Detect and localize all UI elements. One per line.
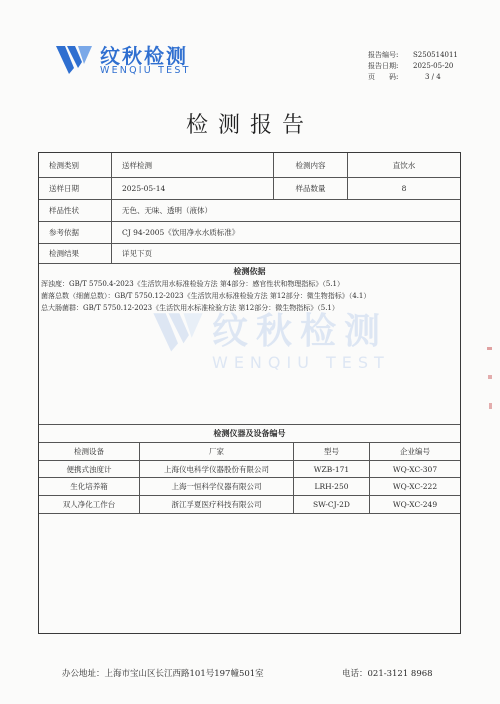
- info-row-reference: [39, 222, 460, 244]
- basis-line-coliform: 总大肠菌群：GB/T 5750.12-2023《生活饮用水标准检验方法 第12部分：微生物指标》（5.1）: [41, 304, 339, 312]
- cell-model: LRH-250: [293, 478, 369, 495]
- info-row-category: [39, 153, 460, 178]
- table-row: [39, 478, 460, 496]
- basis-line-turbidity: 浑浊度：GB/T 5750.4-2023《生活饮用水标准检验方法 第4部分：感官性状和物理指标》（5.1）: [41, 280, 344, 288]
- cell-manufacturer: 上海仪电科学仪器股份有限公司: [139, 461, 293, 477]
- brand-name-en: WENQIU TEST: [100, 65, 191, 76]
- basis-line-colony: 菌落总数（细菌总数）：GB/T 5750.12-2023《生活饮用水标准检验方法 第12部分：微生物指标》（4.1）: [41, 292, 371, 300]
- meta-report-date: [368, 61, 488, 72]
- meta-label: 报告编号:: [368, 51, 399, 59]
- meta-value: S250514011: [413, 51, 458, 59]
- cell-model: SW-CJ-2D: [293, 496, 369, 513]
- page-title: 检测报告: [185, 113, 314, 138]
- info-row-trait: [39, 200, 460, 222]
- cell-device: 便携式浊度计: [66, 464, 112, 474]
- label-trait: 样品性状: [49, 206, 79, 215]
- equipment-heading-row: [39, 425, 460, 443]
- label-reference: 参考依据: [49, 228, 79, 237]
- cell-asset-no: WQ-XC-222: [369, 478, 460, 495]
- cell-device: 双人净化工作台: [62, 500, 116, 509]
- label-content: 检测内容: [273, 153, 347, 177]
- footer-address: 办公地址：上海市宝山区长江西路101号197幢501室: [62, 669, 264, 679]
- cell-manufacturer: 上海一恒科学仪器有限公司: [139, 478, 293, 495]
- value-date: 2025-05-14: [111, 178, 273, 199]
- info-row-date: [39, 178, 460, 200]
- table-row: [39, 461, 460, 478]
- report-table: [38, 152, 461, 634]
- meta-label: 页 码:: [368, 73, 399, 81]
- col-header-model: 型号: [293, 443, 369, 460]
- seal-fragment-icon: [484, 345, 494, 415]
- watermark: [150, 303, 430, 383]
- label-result: 检测结果: [49, 249, 79, 258]
- brand-name-cn: 纹秋检测: [100, 44, 188, 68]
- basis-heading-row: [39, 264, 460, 278]
- value-category: 送样检测: [111, 153, 273, 177]
- watermark-cn: 纹秋检测: [212, 311, 389, 352]
- cell-asset-no: WQ-XC-249: [369, 496, 460, 513]
- wenqiu-logo-icon: [54, 40, 94, 78]
- equipment-header-row: [39, 443, 460, 461]
- label-date: 送样日期: [49, 184, 79, 193]
- value-reference: CJ 94-2005《饮用净水水质标准》: [111, 222, 460, 243]
- value-qty: 8: [347, 178, 460, 199]
- table-row: [39, 496, 460, 514]
- watermark-en: WENQIU TEST: [212, 353, 390, 372]
- meta-value: 3 / 4: [425, 73, 441, 81]
- info-row-result: [39, 244, 460, 264]
- cell-model: WZB-171: [293, 461, 369, 477]
- report-meta: [368, 50, 488, 83]
- cell-device: 生化培养箱: [70, 482, 108, 491]
- col-header-device: 检测设备: [74, 447, 104, 456]
- equipment-heading: 检测仪器及设备编号: [213, 429, 286, 438]
- value-trait: 无色、无味、透明（液体）: [111, 200, 460, 221]
- label-category: 检测类别: [49, 160, 79, 170]
- meta-value: 2025-05-20: [413, 62, 454, 70]
- label-qty: 样品数量: [273, 178, 347, 199]
- value-content: 直饮水: [347, 153, 460, 177]
- meta-page-no: [368, 72, 488, 83]
- watermark-logo-icon: [150, 305, 206, 357]
- meta-label: 报告日期:: [368, 62, 399, 70]
- basis-heading: 检测依据: [233, 266, 266, 276]
- col-header-asset-no: 企业编号: [369, 443, 460, 460]
- meta-report-no: [368, 50, 488, 61]
- col-header-manufacturer: 厂家: [139, 443, 293, 460]
- cell-manufacturer: 浙江孚夏医疗科技有限公司: [139, 496, 293, 513]
- cell-asset-no: WQ-XC-307: [369, 461, 460, 477]
- footer-phone: 电话：021-3121 8968: [342, 669, 433, 679]
- value-result: 详见下页: [111, 244, 460, 263]
